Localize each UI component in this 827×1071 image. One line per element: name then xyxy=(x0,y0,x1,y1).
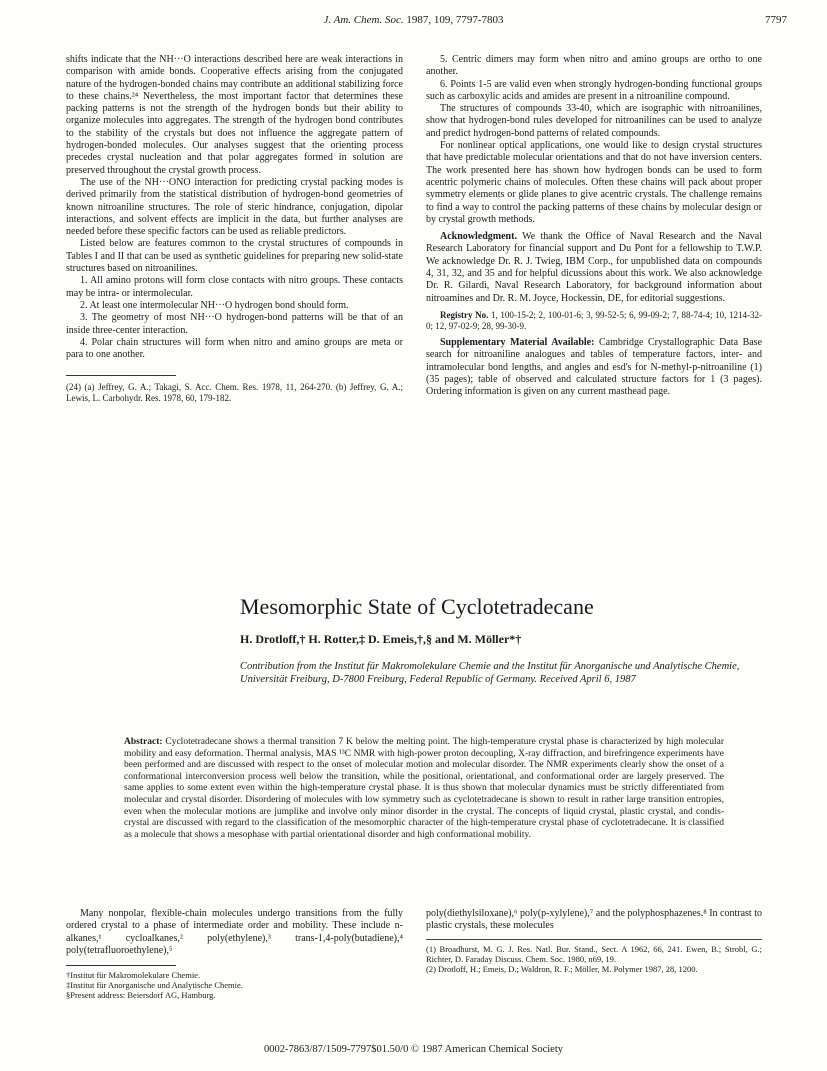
paragraph: Listed below are features common to the crystal structures of compounds in Tables I and II that can be used as synthetic guidelines for preparing new solid-state structures based on nitroanilines. xyxy=(66,238,403,275)
footnote: (24) (a) Jeffrey, G. A.; Takagi, S. Acc. Chem. Res. 1978, 11, 264-270. (b) Jeffrey, G. A.; Lewis, L. Carbohydr. Res. 1978, 60, 179-182. xyxy=(66,382,403,404)
list-item: 1. All amino protons will form close contacts with nitro groups. These contacts may be intra- or intermolecular. xyxy=(66,275,403,299)
affiliation-footnote: §Present address: Beiersdorf AG, Hamburg. xyxy=(66,990,216,1001)
list-item: 3. The geometry of most NH···O hydrogen-bond patterns will be that of an inside three-center interaction. xyxy=(66,312,403,336)
paragraph: shifts indicate that the NH···O interactions described here are weak interactions in comparison with amide bonds. Cooperative effects arising from the conjugated nature of the hydrogen-bonded chains may contribute an additional stabilizing force to these chains.²⁴ Nevertheless, the most important factor that determines these packing patterns is not the strength of the hydrogen bonds but their ability to organize molecules into aggregates. The strength of the hydrogen bond contributes to the stability of the crystals but does not influence the aggregate pattern of hydrogen-bonded molecules. Our analyses suggest that the orienting process precedes crystal nucleation and that polar aggregates formed in solution are preserved throughout the crystal growth process. xyxy=(66,54,403,176)
author-list: H. Drotloff,† H. Rotter,‡ D. Emeis,†,§ and M. Möller*† xyxy=(240,632,522,646)
registry-numbers xyxy=(426,310,762,332)
list-item: 2. At least one intermolecular NH···O hydrogen bond should form. xyxy=(80,299,349,311)
paragraph: Many nonpolar, flexible-chain molecules undergo transitions from the fully ordered crystal to a phase of intermediate order and mobility. These include n-alkanes,¹ cycloalkanes,² poly(ethylene),³ trans-1,4-poly(butadiene),⁴ poly(tetrafluoroethylene),⁵ xyxy=(66,908,403,956)
reference: (1) Broadhurst, M. G. J. Res. Natl. Bur. Stand., Sect. A 1962, 66, 241. Ewen, B.; Strobl, G.; Richter, D. Faraday Discuss. Chem. Soc. 1980, n69, 19. xyxy=(426,943,762,964)
abstract xyxy=(124,737,724,841)
footnote-divider xyxy=(66,375,176,376)
acknowledgment-text: We thank the Office of Naval Research and the Naval Research Laboratory for financial support and Du Pont for a fellowship to T.W.P. We acknowledge Dr. R. J. Twieg, IBM Corp., for unpublished data on compounds 4, 31, 32, and 35 and for helpful dicussions about this work. We also acknowledge Dr. R. Gilardi, Naval Research Laboratory, for background information about nitroamines and Dr. R. M. Joyce, Hockessin, DE, for editorial suggestions. xyxy=(426,231,762,304)
footnote-divider xyxy=(66,965,176,966)
acknowledgment-label: Acknowledgment. xyxy=(440,231,517,243)
abstract-label: Abstract: xyxy=(124,737,163,747)
registry-label: Registry No. xyxy=(440,309,489,320)
body-right-column xyxy=(426,908,762,974)
abstract-text: Cyclotetradecane shows a thermal transition 7 K below the melting point. The high-temperature crystal phase is characterized by high molecular mobility and easy deformation. Thermal analysis, MAS ¹³C NMR with high-power proton decoupling, X-ray diffraction, and birefringence experiments have been performed and are discussed with respect to the onset of molecular motion and molecular disorder. The NMR experiments clearly show the onset of a conformational interconversion process well below the transition, while the positional, orientational, and conformational order are largely preserved. The same applies to some extent even within the high-temperature crystal phase. It is thus shown that molecular dynamics must be strictly differentiated from molecular and crystal disorder. Disordering of molecules with low symmetry such as cyclotetradecane is shown to result in rather large transition entropies, even when the molecular motions are jumplike and involve only minor disorder in the crystal. The concepts of liquid crystal, plastic crystal, and condis-crystal are discussed with regard to the classification of the mesomorphic character of the high-temperature crystal phase of cyclotetradecane. It is classified as a molecule that shows a mesophase with partial orientational disorder and high conformational mobility. xyxy=(124,737,725,840)
paragraph: For nonlinear optical applications, one would like to design crystal structures that have predictable molecular orientations and that do not have inversion centers. The work presented here has shown how hydrogen bonds can be used to form acentric polymeric chains of molecules. Often these chains will pack about proper symmetry elements or glide planes to give acentric crystals. The challenge remains to find a way to control the packing patterns of these chains by molecular design or by crystal growth methods. xyxy=(426,140,762,225)
supplementary-label: Supplementary Material Available: xyxy=(440,336,595,348)
running-head xyxy=(0,14,827,26)
affiliation: Contribution from the Institut für Makromolekulare Chemie and the Institut für Anorganische und Analytische Chemie, Universität Freiburg, D-7800 Freiburg, Federal Republic of Germany. Received April 6, 1987 xyxy=(240,661,740,685)
paragraph: poly(diethylsiloxane),⁶ poly(p-xylylene),⁷ and the polyphosphazenes.⁸ In contrast to plastic crystals, these molecules xyxy=(426,908,762,932)
reference: (2) Drotloff, H.; Emeis, D.; Waldron, R. F.; Möller, M. Polymer 1987, 28, 1200. xyxy=(426,963,698,974)
paragraph: The structures of compounds 33-40, which are isographic with nitroanilines, show that hydrogen-bond rules developed for nitroanilines can be used to analyze and predict hydrogen-bond patterns of related compounds. xyxy=(426,103,762,139)
article-title: Mesomorphic State of Cyclotetradecane xyxy=(240,594,594,619)
copyright-footer: 0002-7863/87/1509-7797$01.50/0 © 1987 American Chemical Society xyxy=(263,1044,564,1055)
affiliation-footnote: †Institut für Makromolekulare Chemie. xyxy=(66,970,201,981)
paragraph: The use of the NH···ONO interaction for predicting crystal packing modes is derived primarily from the statistical distribution of hydrogen-bond geometries of known nitroaniline structures. The role of steric hindrance, conjugation, dipolar interactions, and solvent effects are implicit in the data, but further analyses are needed before these specific factors can be used as reliable predictors. xyxy=(66,176,403,238)
right-column xyxy=(426,54,762,398)
page-number: 7797 xyxy=(765,14,787,26)
list-item: 5. Centric dimers may form when nitro and amino groups are ortho to one another. xyxy=(426,54,762,78)
list-item: 4. Polar chain structures will form when nitro and amino groups are meta or para to one another. xyxy=(66,336,403,361)
acknowledgment xyxy=(426,231,762,305)
supplementary-text: Cambridge Crystallographic Data Base search for nitroaniline analogues and tables of temperature factors, inter- and intramolecular bond lengths, and angles and esd's for N-methyl-p-nitroaniline (1) (35 pages); table of observed and calculated structure factors for 1 (3 pages). Ordering information is given on any current masthead page. xyxy=(426,336,763,398)
reference-divider xyxy=(426,939,762,940)
affiliation-footnote: ‡Institut für Anorganische und Analytische Chemie. xyxy=(66,980,243,991)
left-column xyxy=(66,54,403,404)
supplementary-material xyxy=(426,337,762,398)
citation: 1987, 109, 7797-7803 xyxy=(406,14,504,26)
registry-text: 1, 100-15-2; 2, 100-01-6; 3, 99-52-5; 6, 99-09-2; 7, 88-74-4; 10, 1214-32-0; 12, 97-02-9; 28, 99-30-9. xyxy=(426,309,763,331)
journal-name: J. Am. Chem. Soc. xyxy=(323,14,404,26)
list-item: 6. Points 1-5 are valid even when strongly hydrogen-bonding functional groups such as carboxylic acids and amides are present in a nitroaniline compound. xyxy=(426,78,762,102)
body-left-column xyxy=(66,908,403,1000)
